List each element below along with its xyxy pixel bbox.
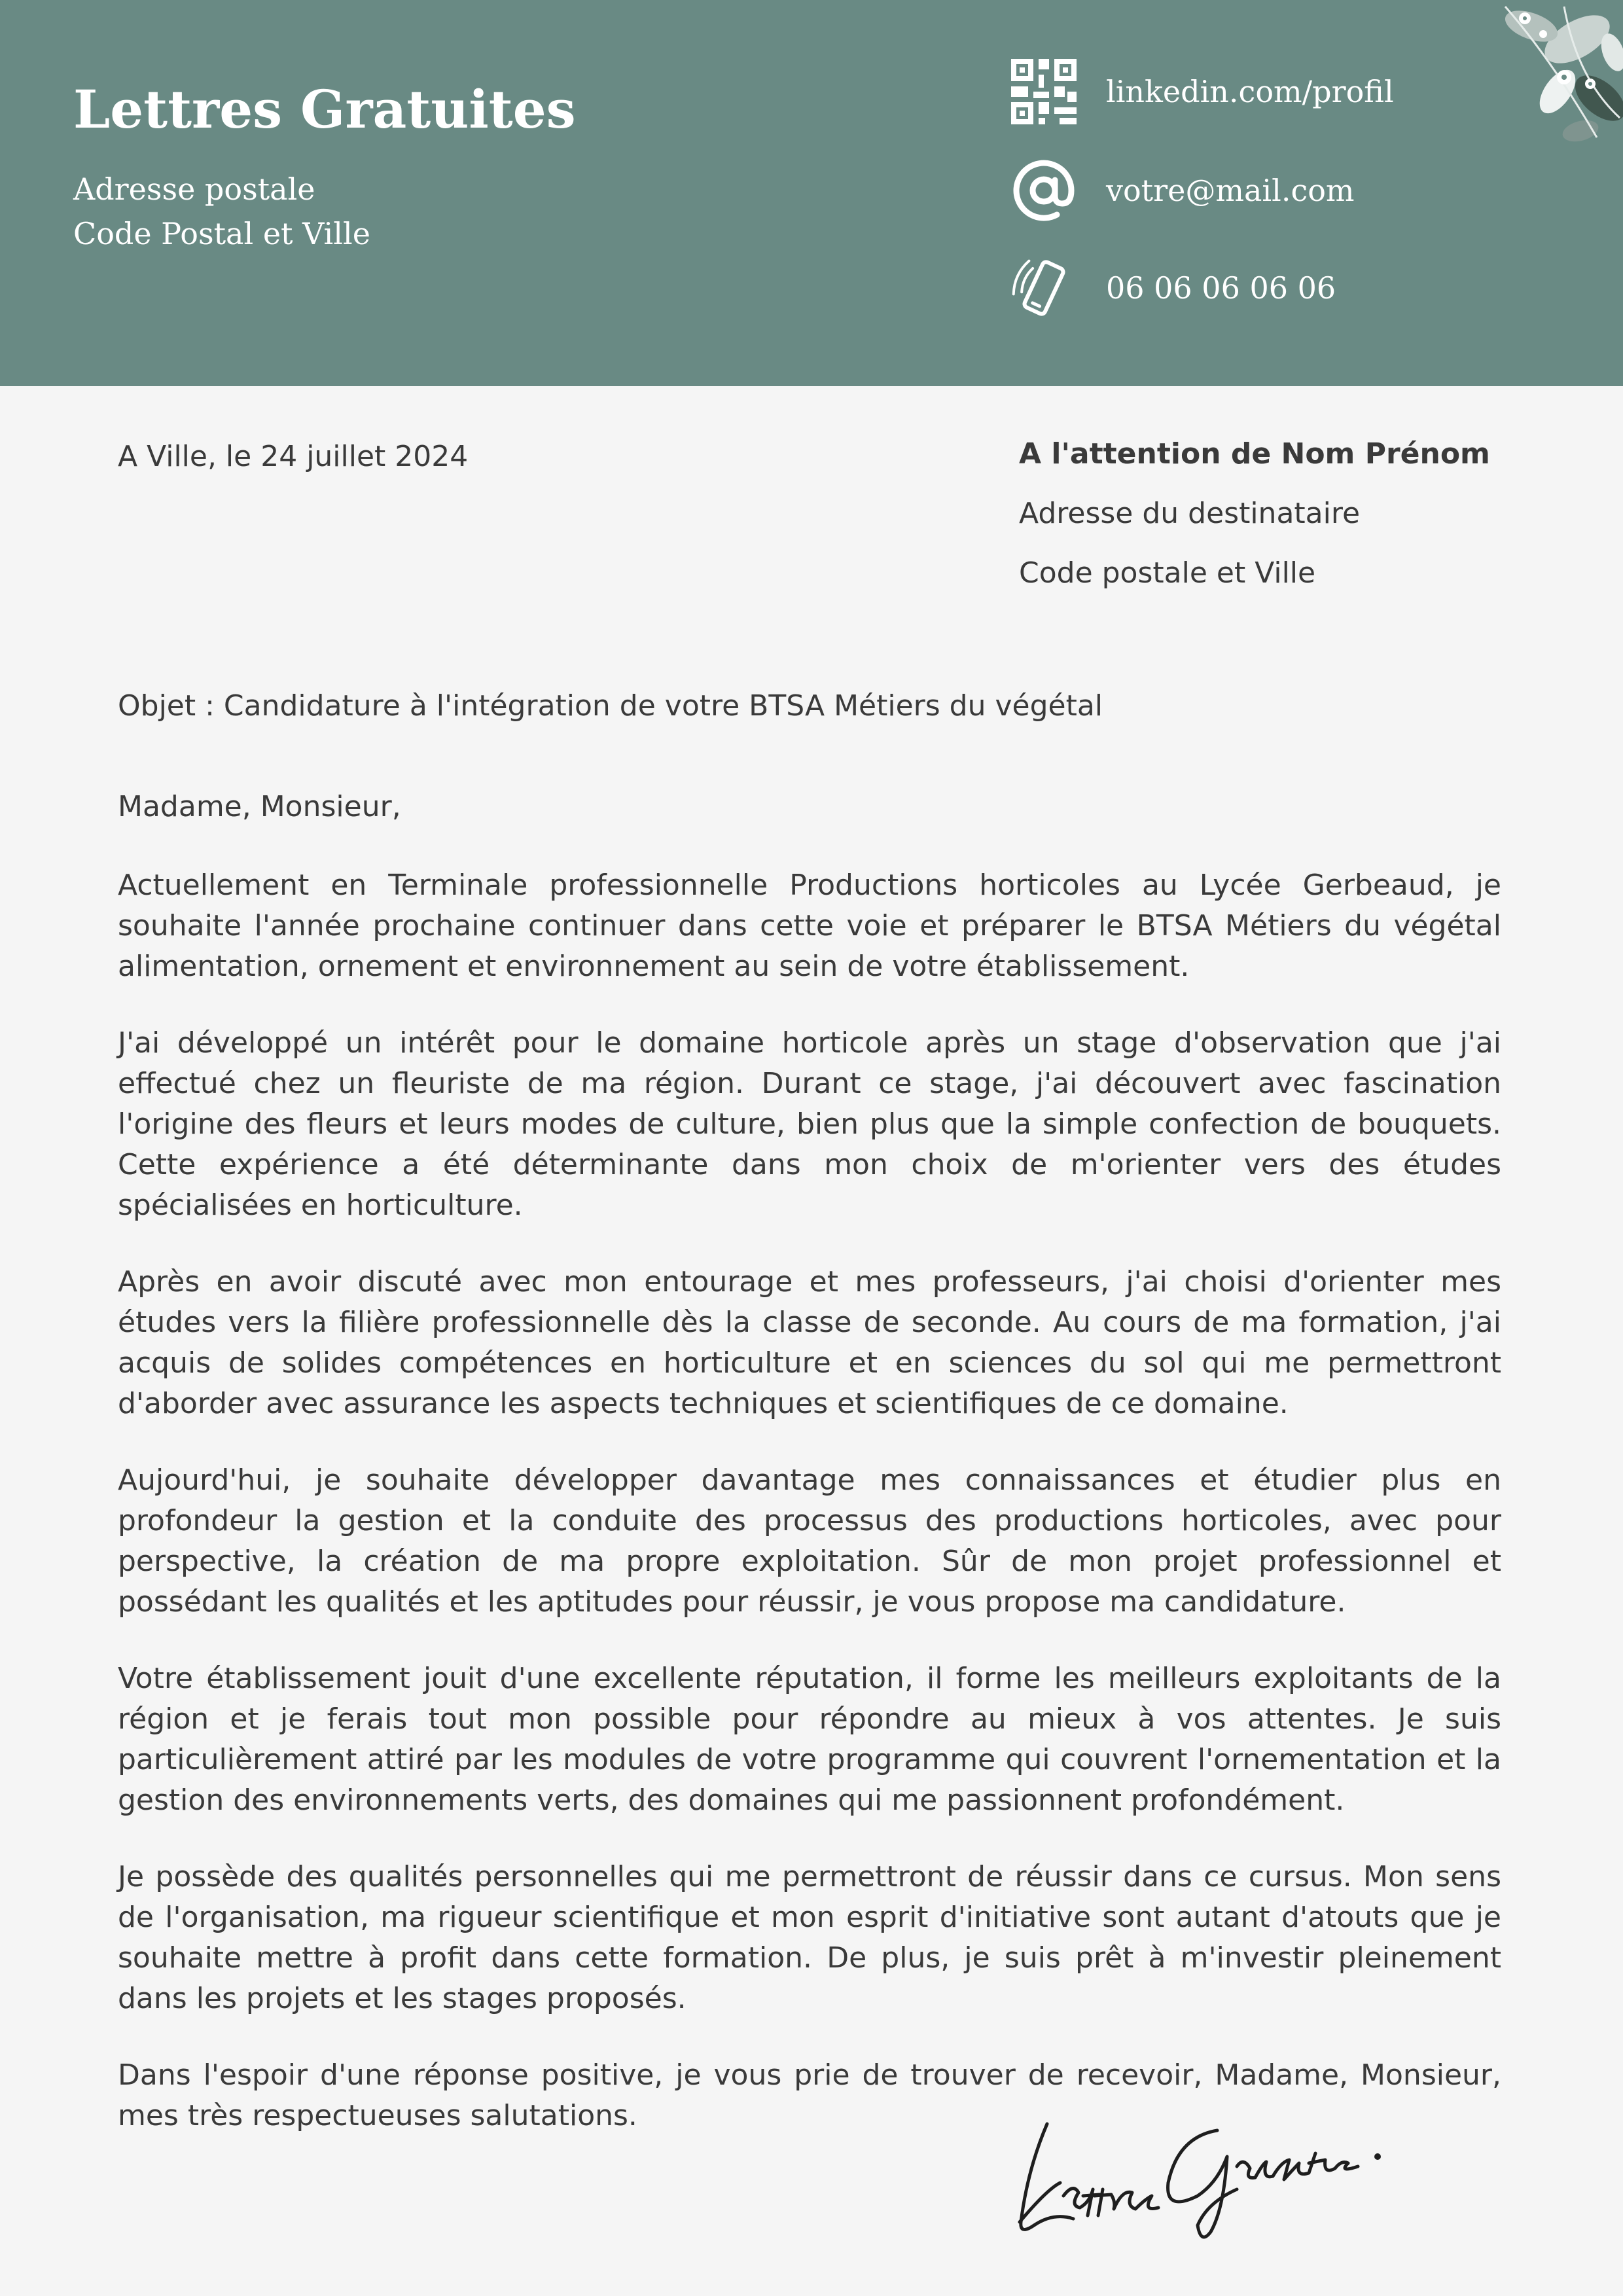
recipient-city: Code postale et Ville bbox=[1019, 556, 1316, 590]
phone-text: 06 06 06 06 06 bbox=[1106, 270, 1336, 306]
recipient-name: A l'attention de Nom Prénom bbox=[1019, 437, 1490, 471]
header-band bbox=[0, 0, 1623, 386]
floral-decoration bbox=[1466, 0, 1623, 157]
body-paragraph: Actuellement en Terminale professionnelle Productions horticoles au Lycée Gerbeaud, je souhaite l'année prochaine continuer dans cette voie et préparer le BTSA Métiers du végétal alimentation, ornement et environnement au sein de votre établissement. bbox=[118, 869, 1501, 983]
sender-address: Adresse postale bbox=[73, 171, 315, 207]
body-paragraph: Aujourd'hui, je souhaite développer davantage mes connaissances et étudier plus en profondeur la gestion et la conduite des processus des productions horticoles, avec pour perspective, la création de ma propre exploitation. Sûr de mon projet professionnel et possédant les qualités et les aptitudes pour réussir, je vous propose ma candidature. bbox=[118, 1463, 1501, 1619]
body-paragraph: Votre établissement jouit d'une excellente réputation, il forme les meilleurs exploitants de la région et je ferais tout mon possible pour répondre au mieux à vos attentes. Je suis particulièrement attiré par les modules de votre programme qui couvrent l'ornementation et la gestion des environnements verts, des domaines qui me passionnent profondément. bbox=[118, 1662, 1501, 1817]
body-paragraph: Je possède des qualités personnelles qui me permettront de réussir dans ce cursus. Mon sens de l'organisation, ma rigueur scientifique et mon esprit d'initiative sont autant d'atouts que je souhaite mettre à profit dans cette formation. De plus, je suis prêt à m'investir pleinement dans les projets et les stages proposés. bbox=[118, 1860, 1501, 2015]
date-line: A Ville, le 24 juillet 2024 bbox=[118, 440, 469, 473]
letter-body bbox=[118, 865, 1501, 2172]
sender-city: Code Postal et Ville bbox=[73, 216, 370, 251]
body-paragraph: Dans l'espoir d'une réponse positive, je vous prie de trouver de recevoir, Madame, Monsieur, mes très respectueuses salutations. bbox=[118, 2058, 1501, 2132]
letter-greeting: Madame, Monsieur, bbox=[118, 790, 401, 823]
at-sign-icon bbox=[1011, 158, 1077, 223]
contact-email[interactable] bbox=[1011, 158, 1574, 223]
handwritten-signature bbox=[1001, 2091, 1394, 2248]
body-paragraph: J'ai développé un intérêt pour le domaine horticole après un stage d'observation que j'ai effectué chez un fleuriste de ma région. Durant ce stage, j'ai découvert avec fascination l'origine des fleurs et leurs modes de culture, bien plus que la simple confection de bouquets. Cette expérience a été déterminante dans mon choix de m'orienter vers des études spécialisées en horticulture. bbox=[118, 1026, 1501, 1222]
phone-icon bbox=[1011, 255, 1077, 321]
linkedin-text: linkedin.com/profil bbox=[1106, 74, 1394, 109]
contact-phone[interactable] bbox=[1011, 255, 1574, 321]
email-text: votre@mail.com bbox=[1106, 173, 1355, 208]
sender-name: Lettres Gratuites bbox=[73, 79, 576, 140]
body-paragraph: Après en avoir discuté avec mon entourage et mes professeurs, j'ai choisi d'orienter mes études vers la filière professionnelle dès la classe de seconde. Au cours de ma formation, j'ai acquis de solides compétences en horticulture et en sciences du sol qui me permettront d'aborder avec assurance les aspects techniques et scientifiques de ce domaine. bbox=[118, 1265, 1501, 1420]
letter-subject: Objet : Candidature à l'intégration de votre BTSA Métiers du végétal bbox=[118, 689, 1103, 723]
recipient-block bbox=[1019, 437, 1490, 616]
recipient-address: Adresse du destinataire bbox=[1019, 497, 1361, 530]
qr-code-icon bbox=[1011, 59, 1077, 124]
